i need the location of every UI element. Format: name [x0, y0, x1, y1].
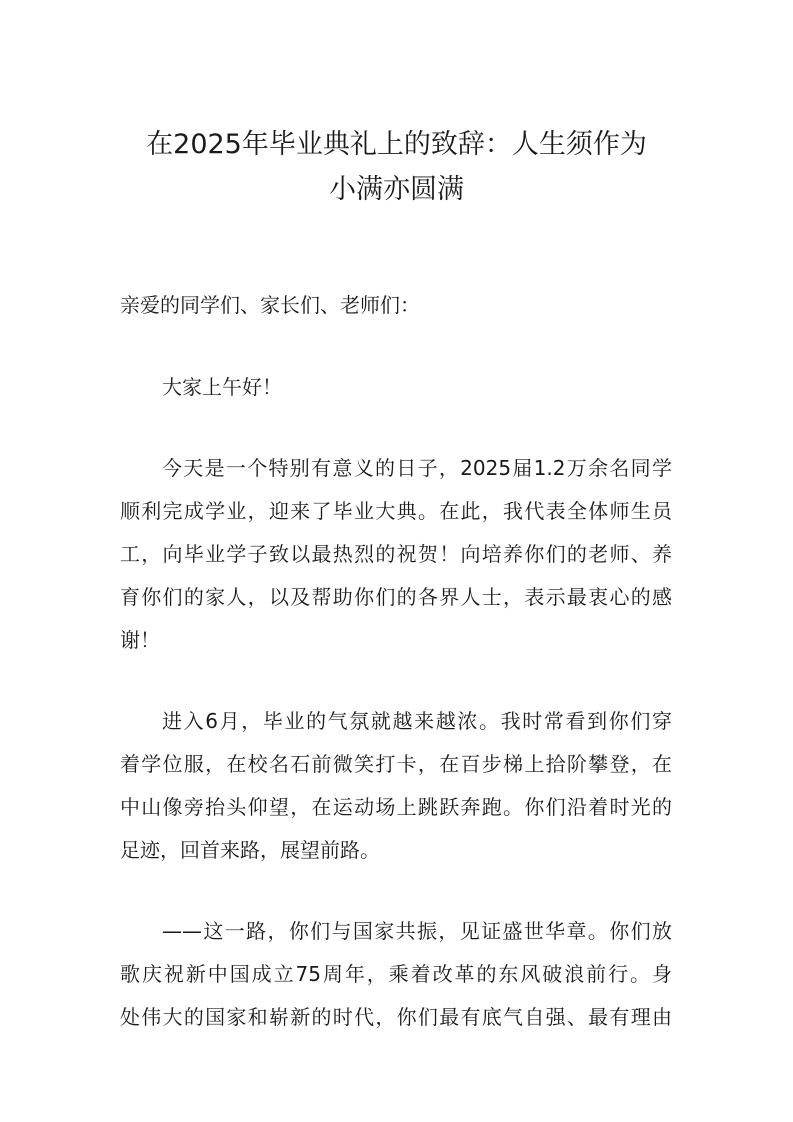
- title-line-2: 小满亦圆满: [329, 174, 464, 205]
- paragraph-line: 育你们的家人，以及帮助你们的各界人士，表示最衷心的感: [120, 585, 672, 609]
- paragraph-line: 今天是一个特别有意义的日子，2025届1.2万余名同学: [162, 456, 672, 480]
- paragraph-line: 进入6月，毕业的气氛就越来越浓。我时常看到你们穿: [162, 709, 672, 733]
- salutation: 亲爱的同学们、家长们、老师们：: [120, 293, 420, 317]
- paragraph-line: 足迹，回首来路，展望前路。: [120, 838, 380, 862]
- paragraph-line: 着学位服，在校名石前微笑打卡，在百步梯上拾阶攀登，在: [120, 752, 672, 776]
- paragraph-line: 中山像旁抬头仰望，在运动场上跳跃奔跑。你们沿着时光的: [120, 795, 672, 819]
- title-line-1: 在2025年毕业典礼上的致辞：人生须作为: [146, 129, 647, 160]
- paragraph-line: 工，向毕业学子致以最热烈的祝贺！向培养你们的老师、养: [120, 542, 672, 566]
- greeting: 大家上午好！: [162, 375, 282, 399]
- paragraph-line: 顺利完成学业，迎来了毕业大典。在此，我代表全体师生员: [120, 499, 672, 523]
- paragraph-line: 歌庆祝新中国成立75周年，乘着改革的东风破浪前行。身: [120, 962, 672, 986]
- paragraph-line: ——这一路，你们与国家共振，见证盛世华章。你们放: [162, 919, 672, 943]
- paragraph-line: 处伟大的国家和崭新的时代，你们最有底气自强、最有理由: [120, 1005, 672, 1029]
- paragraph-line: 谢！: [120, 628, 160, 652]
